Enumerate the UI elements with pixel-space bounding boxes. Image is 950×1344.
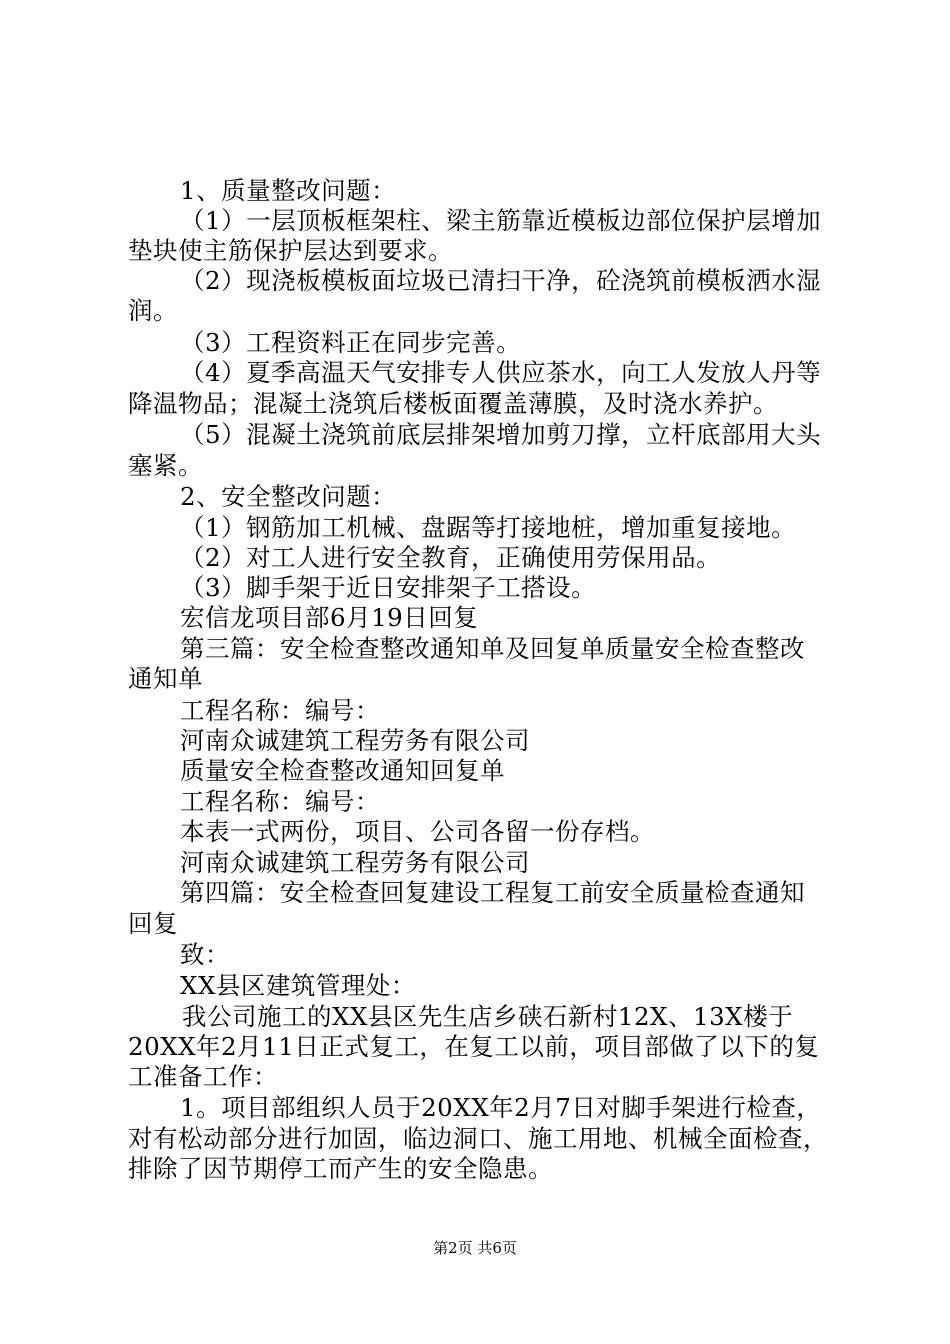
text-line: （1）钢筋加工机械、盘踞等打接地桩，增加重复接地。 [180,513,797,542]
text-line: （4）夏季高温天气安排专人供应茶水，向工人发放人丹等 [180,358,822,387]
text-line: 对有松动部分进行加固，临边洞口、施工用地、机械全面检查， [128,1124,828,1153]
text-line: 质量安全检查整改通知回复单 [180,756,505,785]
text-line: 宏信龙项目部6月19日回复 [180,603,479,632]
text-line: 通知单 [128,664,203,693]
text-line: 工准备工作： [128,1062,278,1091]
text-line: 垫块使主筋保护层达到要求。 [128,236,453,265]
text-line: 河南众诚建筑工程劳务有限公司 [180,726,530,755]
text-line: 致： [180,940,230,969]
text-line: 降温物品；混凝土浇筑后楼板面覆盖薄膜，及时浇水养护。 [128,389,778,418]
text-line: 工程名称：编号： [180,696,380,725]
text-line: （2）现浇板模板面垃圾已清扫干净，砼浇筑前模板洒水湿 [180,266,822,295]
text-line: XX县区建筑管理处： [180,971,416,1000]
text-line: 我公司施工的XX县区先生店乡硖石新村12X、13X楼于 [182,1002,794,1031]
text-line: 2、安全整改问题： [180,482,397,511]
text-line: 润。 [128,296,178,325]
text-line: 工程名称：编号： [180,787,380,816]
text-line: 河南众诚建筑工程劳务有限公司 [180,848,530,877]
text-line: （2）对工人进行安全教育，正确使用劳保用品。 [180,543,722,572]
text-line: （1）一层顶板框架柱、梁主筋靠近模板边部位保护层增加 [180,206,822,235]
text-line: 20XX年2月11日正式复工，在复工以前，项目部做了以下的复 [128,1032,820,1061]
text-line: 1、质量整改问题： [180,176,397,205]
text-line: 第三篇：安全检查整改通知单及回复单质量安全检查整改 [180,634,805,663]
text-line: （3）工程资料正在同步完善。 [180,328,522,357]
text-line: 本表一式两份，项目、公司各留一份存档。 [180,817,655,846]
text-line: 塞紧。 [128,451,203,480]
text-line: 第四篇：安全检查回复建设工程复工前安全质量检查通知 [180,878,805,907]
text-line: 排除了因节期停工而产生的安全隐患。 [128,1154,553,1183]
text-line: 1。项目部组织人员于20XX年2月7日对脚手架进行检查， [180,1093,822,1122]
text-line: 回复 [128,909,178,938]
page-number-footer: 第2页 共6页 [433,1239,517,1257]
text-line: （5）混凝土浇筑前底层排架增加剪刀撑，立杆底部用大头 [180,420,822,449]
text-line: （3）脚手架于近日安排架子工搭设。 [180,573,597,602]
